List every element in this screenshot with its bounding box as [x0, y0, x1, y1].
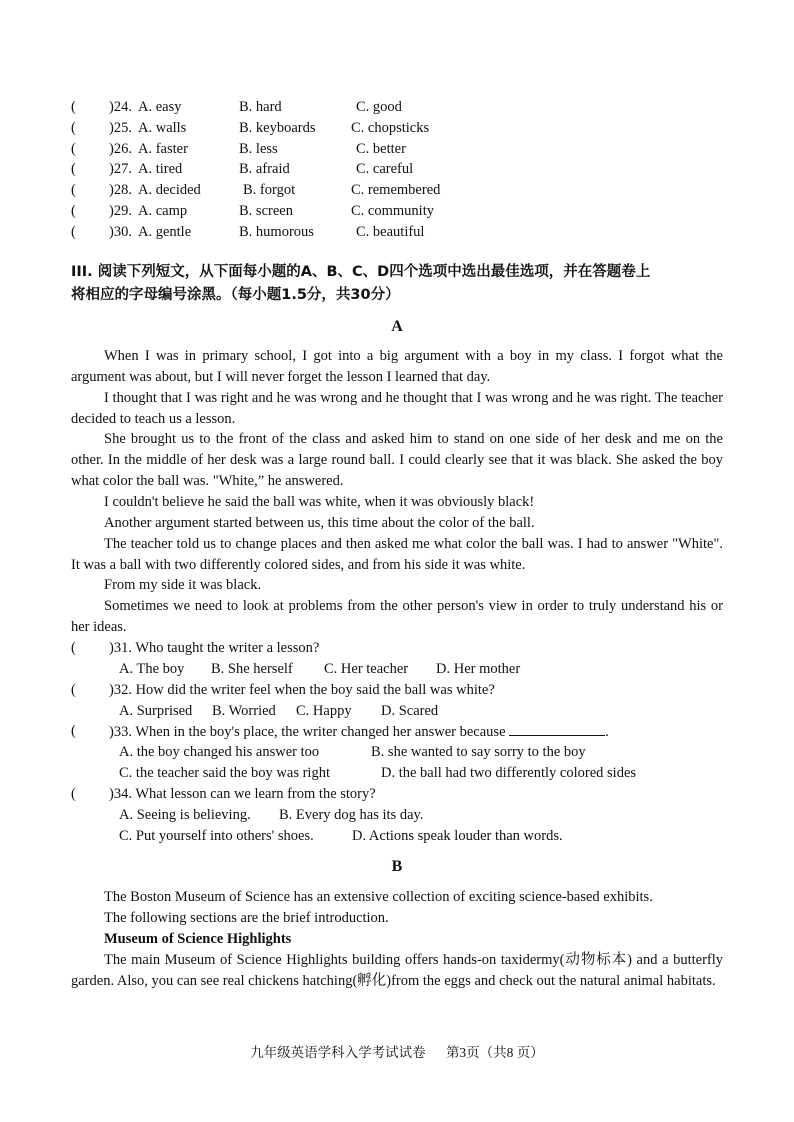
- option-c: C. good: [356, 99, 402, 115]
- question-number: )26.: [109, 140, 132, 157]
- answer-paren[interactable]: (: [71, 640, 76, 656]
- question-number: )28.: [109, 182, 132, 199]
- question-31-choice-d: D. Her mother: [436, 661, 521, 677]
- section-3-heading-line-2: 将相应的字母编号涂黑。（每小题1.5分，共30分）: [71, 287, 400, 303]
- answer-paren[interactable]: (: [71, 203, 76, 219]
- question-stem: )34. What lesson can we learn from the story?: [109, 786, 376, 802]
- option-c: C. better: [356, 140, 406, 157]
- question-stem: )31. Who taught the writer a lesson?: [109, 640, 320, 656]
- answer-paren[interactable]: (: [71, 786, 76, 802]
- passage-b-letter: B: [391, 858, 403, 875]
- passage-a-letter: A: [391, 318, 403, 335]
- question-33-choice-c: C. the teacher said the boy was right: [119, 765, 330, 781]
- question-34: [71, 784, 731, 805]
- option-a: A. easy: [138, 99, 182, 115]
- passage-a-paragraph-8: Sometimes we need to look at problems from the other person's view in order to truly understand his or her ideas.: [71, 598, 723, 635]
- question-34-choice-c: C. Put yourself into others' shoes.: [119, 828, 314, 844]
- question-number: )24.: [109, 99, 132, 115]
- cloze-option-row: [71, 222, 751, 243]
- question-33-choice-b: B. she wanted to say sorry to the boy: [371, 744, 586, 760]
- passage-b-paragraph: The main Museum of Science Highlights building offers hands-on taxidermy(动物标本) and a butterfly garden. Also, you can see real chickens hatching(孵化)from the eggs and check out the natural animal habitats.: [71, 952, 723, 989]
- question-32-choice-d: D. Scared: [381, 703, 439, 719]
- answer-paren[interactable]: (: [71, 161, 76, 178]
- option-b: B. less: [239, 140, 278, 157]
- option-b: B. keyboards: [239, 119, 316, 136]
- passage-a-paragraph-4: I couldn't believe he said the ball was white, when it was obviously black!: [104, 494, 535, 510]
- option-c: C. community: [351, 203, 434, 219]
- option-b: B. screen: [239, 203, 293, 219]
- option-a: A. gentle: [138, 223, 192, 240]
- passage-a-paragraph-3: She brought us to the front of the class and asked him to stand on one side of her desk and me on the other. In the middle of her desk was a large round ball. I could clearly see that it was black. She asked the boy what color the ball was. "White,” he answered.: [71, 431, 723, 489]
- passage-b-intro-2: The following sections are the brief introduction.: [104, 910, 389, 926]
- passage-a-paragraph-1: When I was in primary school, I got into a big argument with a boy in my class. I forgot what the argument was about, but I will never forget the lesson I learned that day.: [71, 348, 723, 385]
- answer-blank[interactable]: [509, 721, 605, 736]
- option-c: C. beautiful: [356, 223, 425, 240]
- question-number: )29.: [109, 203, 132, 219]
- cloze-option-row: [71, 180, 751, 201]
- cloze-option-row: [71, 159, 751, 180]
- passage-a-paragraph-7: From my side it was black.: [104, 577, 262, 593]
- question-31-choice-c: C. Her teacher: [324, 661, 409, 677]
- option-b: B. hard: [239, 99, 282, 115]
- option-c: C. chopsticks: [351, 119, 430, 136]
- question-31-choice-b: B. She herself: [211, 661, 293, 677]
- answer-paren[interactable]: (: [71, 682, 76, 698]
- question-number: )27.: [109, 161, 132, 178]
- cloze-option-row: [71, 139, 751, 160]
- question-number: )25.: [109, 119, 132, 136]
- passage-a-paragraph-6: The teacher told us to change places and then asked me what color the ball was. I had to answer "White". It was a ball with two differently colored sides, and from his side it was white.: [71, 536, 723, 573]
- answer-paren[interactable]: (: [71, 99, 76, 115]
- question-31: [71, 638, 731, 659]
- section-3-heading-line-1: III. 阅读下列短文，从下面每小题的A、B、C、D四个选项中选出最佳选项，并在答题卷上: [71, 264, 651, 280]
- question-34-choice-a: A. Seeing is believing.: [119, 807, 251, 823]
- question-32-choice-a: A. Surprised: [119, 703, 193, 719]
- passage-a-paragraph-2: I thought that I was right and he was wrong and he thought that I was wrong and he was right. The teacher decided to teach us a lesson.: [71, 390, 723, 427]
- option-a: A. faster: [138, 140, 188, 157]
- question-33-choice-d: D. the ball had two differently colored sides: [381, 765, 637, 781]
- page-footer: [0, 1043, 794, 1063]
- question-32-choice-c: C. Happy: [296, 703, 352, 719]
- answer-paren[interactable]: (: [71, 223, 76, 240]
- answer-paren[interactable]: (: [71, 140, 76, 157]
- question-number: )30.: [109, 223, 132, 240]
- passage-a-paragraph-5: Another argument started between us, this time about the color of the ball.: [104, 515, 535, 531]
- option-c: C. remembered: [351, 182, 441, 199]
- question-34-choice-d: D. Actions speak louder than words.: [352, 828, 563, 844]
- answer-paren[interactable]: (: [71, 723, 76, 739]
- passage-b-subheading: Museum of Science Highlights: [104, 931, 292, 947]
- footer-page-number: 第3页（共8 页）: [445, 1045, 544, 1060]
- answer-paren[interactable]: (: [71, 182, 76, 199]
- option-b: B. forgot: [243, 182, 296, 199]
- option-b: B. afraid: [239, 161, 290, 178]
- question-stem: )33. When in the boy's place, the writer changed her answer because: [109, 724, 506, 740]
- question-33-choice-a: A. the boy changed his answer too: [119, 744, 320, 760]
- option-a: A. camp: [138, 203, 188, 219]
- option-c: C. careful: [356, 161, 414, 178]
- question-33: [71, 721, 731, 742]
- option-a: A. decided: [138, 182, 201, 199]
- question-32-choice-b: B. Worried: [212, 703, 276, 719]
- option-a: A. tired: [138, 161, 183, 178]
- option-b: B. humorous: [239, 223, 314, 240]
- question-31-choice-a: A. The boy: [119, 661, 185, 677]
- footer-exam-title: 九年级英语学科入学考试试卷: [250, 1045, 426, 1060]
- answer-paren[interactable]: (: [71, 119, 76, 136]
- cloze-option-row: [71, 97, 751, 118]
- question-stem: )32. How did the writer feel when the boy said the ball was white?: [109, 682, 495, 698]
- question-stem-33: [109, 721, 609, 743]
- cloze-option-row: [71, 201, 751, 222]
- question-32: [71, 680, 731, 701]
- cloze-option-row: [71, 118, 751, 139]
- option-a: A. walls: [138, 119, 187, 136]
- passage-b-intro-1: The Boston Museum of Science has an extensive collection of exciting science-based exhibits.: [104, 889, 653, 905]
- stem-end: .: [605, 724, 609, 740]
- question-34-choice-b: B. Every dog has its day.: [279, 807, 424, 823]
